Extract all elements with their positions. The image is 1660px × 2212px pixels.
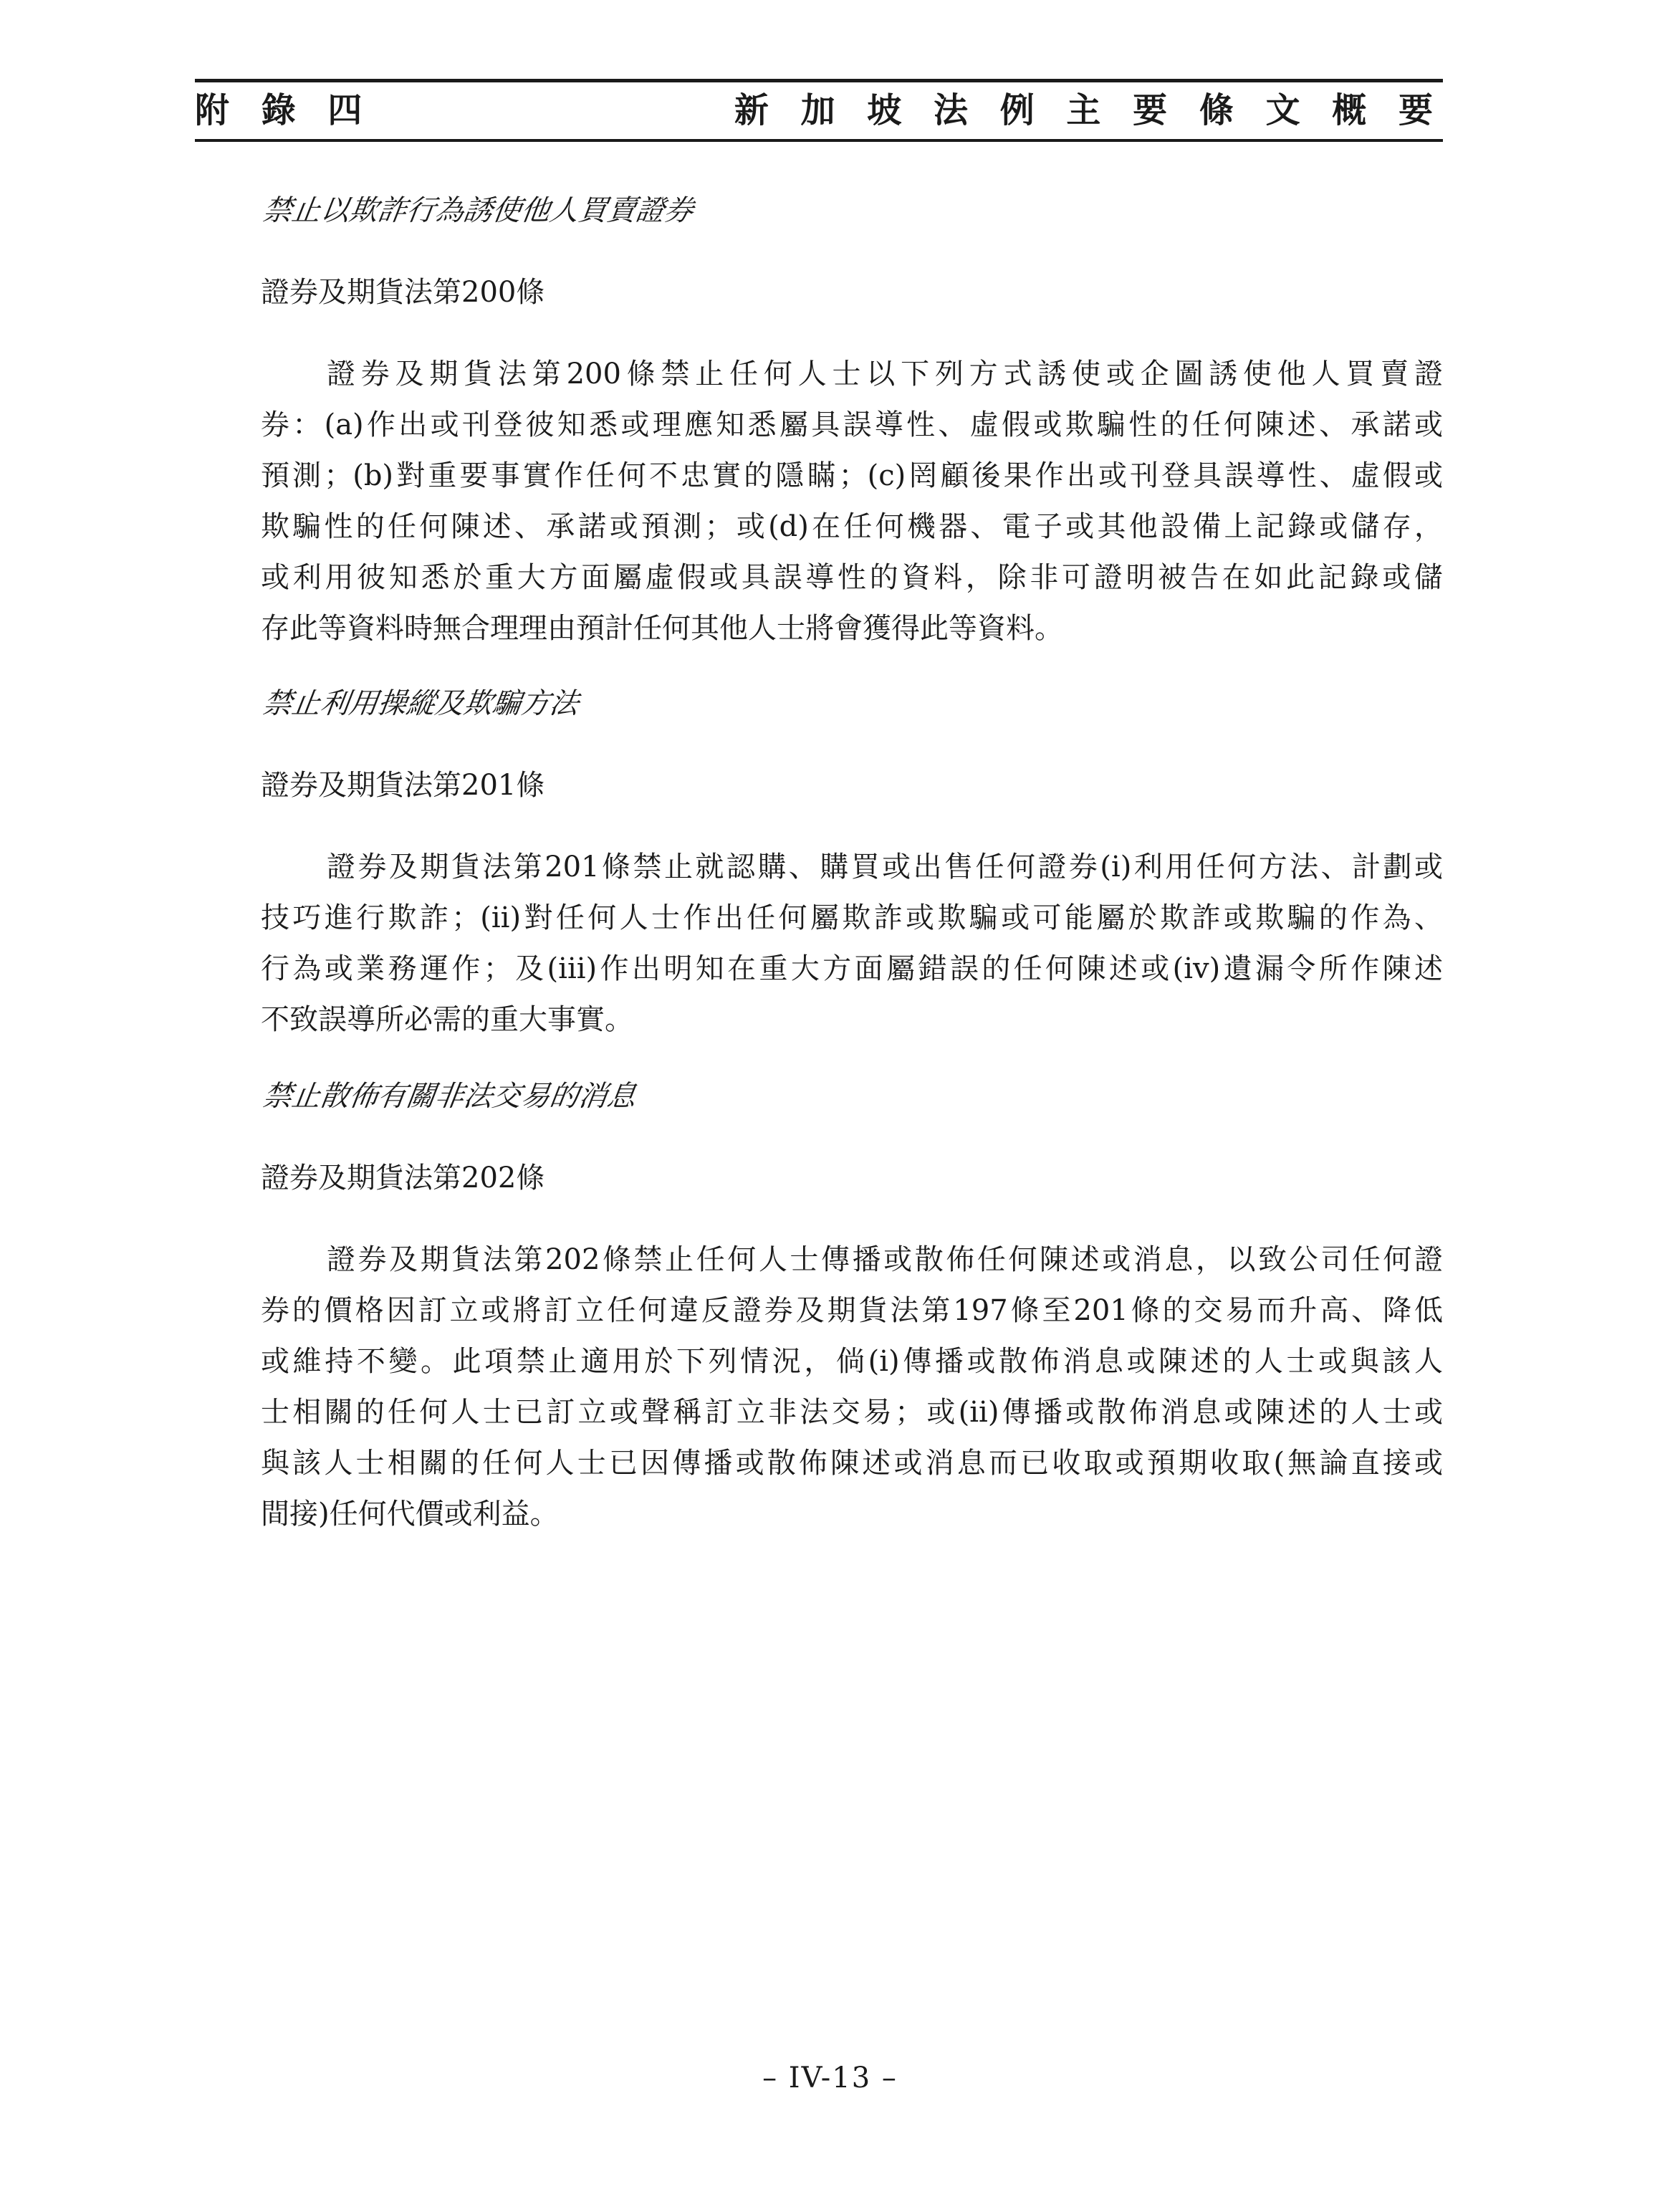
section-heading: 禁止利用操縱及欺騙方法 [261, 687, 581, 720]
paragraph-line: 欺騙性的任何陳述、承諾或預測；或(d)在任何機器、電子或其他設備上記錄或儲存， [261, 510, 1443, 543]
paragraph-line: 技巧進行欺詐；(ii)對任何人士作出任何屬欺詐或欺騙或可能屬於欺詐或欺騙的作為、 [261, 901, 1443, 934]
paragraph-line: 或維持不變。此項禁止適用於下列情況，倘(i)傳播或散佈消息或陳述的人士或與該人 [261, 1345, 1443, 1378]
paragraph-line: 證券及期貨法第200條禁止任何人士以下列方式誘使或企圖誘使他人買賣證 [327, 358, 1443, 391]
paragraph-line: 預測；(b)對重要事實作任何不忠實的隱瞞；(c)罔顧後果作出或刊登具誤導性、虛假或 [261, 459, 1443, 492]
header-bottom-rule [195, 139, 1443, 142]
section-heading: 禁止以欺詐行為誘使他人買賣證券 [261, 194, 696, 227]
section-subheading: 證券及期貨法第201條 [261, 769, 545, 802]
appendix-label: 附 錄 四 [195, 90, 373, 130]
paragraph-line: 間接)任何代價或利益。 [261, 1498, 559, 1531]
paragraph-line: 行為或業務運作；及(iii)作出明知在重大方面屬錯誤的任何陳述或(iv)遺漏令所作陳述 [261, 952, 1443, 985]
header-top-rule [195, 79, 1443, 82]
section-subheading: 證券及期貨法第200條 [261, 276, 545, 309]
appendix-title: 新 加 坡 法 例 主 要 條 文 概 要 [734, 90, 1443, 130]
paragraph-line: 士相關的任何人士已訂立或聲稱訂立非法交易；或(ii)傳播或散佈消息或陳述的人士或 [261, 1396, 1443, 1429]
paragraph-line: 證券及期貨法第202條禁止任何人士傳播或散佈任何陳述或消息，以致公司任何證 [327, 1243, 1443, 1276]
paragraph-line: 證券及期貨法第201條禁止就認購、購買或出售任何證券(i)利用任何方法、計劃或 [327, 851, 1443, 884]
paragraph-line: 存此等資料時無合理理由預計任何其他人士將會獲得此等資料。 [261, 612, 1063, 645]
section-paragraph [261, 842, 1443, 1045]
section-subheading: 證券及期貨法第202條 [261, 1162, 545, 1194]
paragraph-line: 與該人士相關的任何人士已因傳播或散佈陳述或消息而已收取或預期收取(無論直接或 [261, 1447, 1443, 1480]
section-paragraph [261, 1235, 1443, 1540]
section-heading: 禁止散佈有關非法交易的消息 [261, 1080, 638, 1113]
page-number: – IV-13 – [762, 2062, 898, 2094]
paragraph-line: 不致誤導所必需的重大事實。 [261, 1003, 633, 1036]
section-paragraph [261, 349, 1443, 654]
paragraph-line: 或利用彼知悉於重大方面屬虛假或具誤導性的資料，除非可證明被告在如此記錄或儲 [261, 561, 1443, 594]
paragraph-line: 券：(a)作出或刊登彼知悉或理應知悉屬具誤導性、虛假或欺騙性的任何陳述、承諾或 [261, 408, 1443, 441]
paragraph-line: 券的價格因訂立或將訂立任何違反證券及期貨法第197條至201條的交易而升高、降低 [261, 1294, 1443, 1327]
